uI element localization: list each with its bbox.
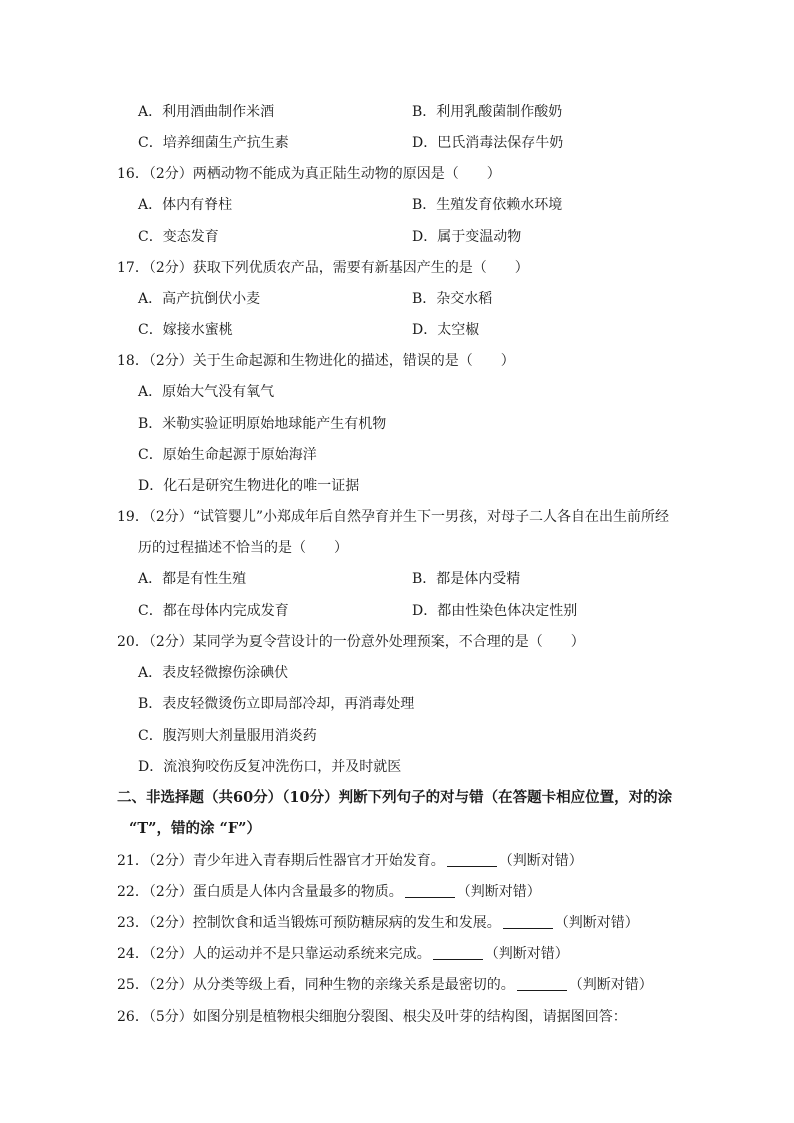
- q15-option-c: C．培养细菌生产抗生素: [138, 135, 289, 151]
- q19-option-a: A．都是有性生殖: [138, 571, 247, 587]
- q15-option-a: A．利用酒曲制作米酒: [138, 104, 275, 120]
- q22-stem: 22．（2分）蛋白质是人体内含量最多的物质。: [117, 884, 403, 900]
- q16-option-b: B．生殖发育依赖水环境: [412, 197, 563, 213]
- q20-stem: 20．（2分）某同学为夏令营设计的一份意外处理预案，不合理的是（ ）: [117, 634, 585, 650]
- q25-suffix: （判断对错）: [568, 977, 653, 993]
- q20-option-a: A．表皮轻微擦伤涂碘伏: [138, 665, 289, 681]
- q21-stem: 21．（2分）青少年进入青春期后性器官才开始发育。: [117, 853, 445, 869]
- q25-stem: 25．（2分）从分类等级上看，同种生物的亲缘关系是最密切的。: [117, 977, 515, 993]
- q16-option-c: C．变态发育: [138, 229, 219, 245]
- q16-stem: 16．（2分）两栖动物不能成为真正陆生动物的原因是（ ）: [117, 166, 501, 182]
- q17-option-d: D．太空椒: [412, 322, 480, 338]
- q24-stem: 24．（2分）人的运动并不是只靠运动系统来完成。: [117, 946, 431, 962]
- q18-option-a: A．原始大气没有氧气: [138, 384, 275, 400]
- q25-answer-blank[interactable]: [517, 976, 567, 991]
- q20-option-c: C．腹泻则大剂量服用消炎药: [138, 728, 317, 744]
- q23-stem: 23．（2分）控制饮食和适当锻炼可预防糖尿病的发生和发展。: [117, 915, 501, 931]
- q19-option-b: B．都是体内受精: [412, 571, 521, 587]
- q22-line: [117, 882, 541, 902]
- q16-option-d: D．属于变温动物: [412, 229, 522, 245]
- q18-stem: 18．（2分）关于生命起源和生物进化的描述，错误的是（ ）: [117, 353, 515, 369]
- q21-suffix: （判断对错）: [498, 853, 583, 869]
- section2-heading-line2: “T”，错的涂 “F”）: [129, 820, 261, 837]
- q19-option-c: C．都在母体内完成发育: [138, 603, 289, 619]
- q18-option-b: B．米勒实验证明原始地球能产生有机物: [138, 416, 387, 432]
- q23-line: [117, 913, 639, 933]
- q17-option-b: B．杂交水稻: [412, 291, 493, 307]
- q18-option-c: C．原始生命起源于原始海洋: [138, 447, 317, 463]
- q15-option-b: B．利用乳酸菌制作酸奶: [412, 104, 563, 120]
- q25-line: [117, 975, 653, 995]
- q19-stem-line1: 19．（2分）“试管婴儿”小郑成年后自然孕育并生下一男孩，对母子二人各自在出生前所经: [117, 509, 670, 525]
- q23-answer-blank[interactable]: [503, 914, 553, 929]
- q20-option-b: B．表皮轻微烫伤立即局部冷却，再消毒处理: [138, 696, 415, 712]
- q26-stem: 26．（5分）如图分别是植物根尖细胞分裂图、根尖及叶芽的结构图，请据图回答：: [117, 1009, 627, 1025]
- q21-answer-blank[interactable]: [447, 852, 497, 867]
- q17-option-a: A．高产抗倒伏小麦: [138, 291, 261, 307]
- q23-suffix: （判断对错）: [554, 915, 639, 931]
- q17-option-c: C．嫁接水蜜桃: [138, 322, 233, 338]
- q19-stem-line2: 历的过程描述不恰当的是（ ）: [138, 540, 348, 556]
- q24-line: [117, 944, 569, 964]
- q24-suffix: （判断对错）: [484, 946, 569, 962]
- q17-stem: 17．（2分）获取下列优质农产品，需要有新基因产生的是（ ）: [117, 260, 529, 276]
- q21-line: [117, 851, 583, 871]
- q22-suffix: （判断对错）: [456, 884, 541, 900]
- q22-answer-blank[interactable]: [405, 883, 455, 898]
- q20-option-d: D．流浪狗咬伤反复冲洗伤口，并及时就医: [138, 759, 402, 775]
- q24-answer-blank[interactable]: [433, 945, 483, 960]
- section2-heading-line1: 二、非选择题（共60分）（10分）判断下列句子的对与错（在答题卡相应位置，对的涂: [117, 789, 673, 806]
- q18-option-d: D．化石是研究生物进化的唯一证据: [138, 478, 360, 494]
- q19-option-d: D．都由性染色体决定性别: [412, 603, 578, 619]
- q15-option-d: D．巴氏消毒法保存牛奶: [412, 135, 564, 151]
- q16-option-a: A．体内有脊柱: [138, 197, 233, 213]
